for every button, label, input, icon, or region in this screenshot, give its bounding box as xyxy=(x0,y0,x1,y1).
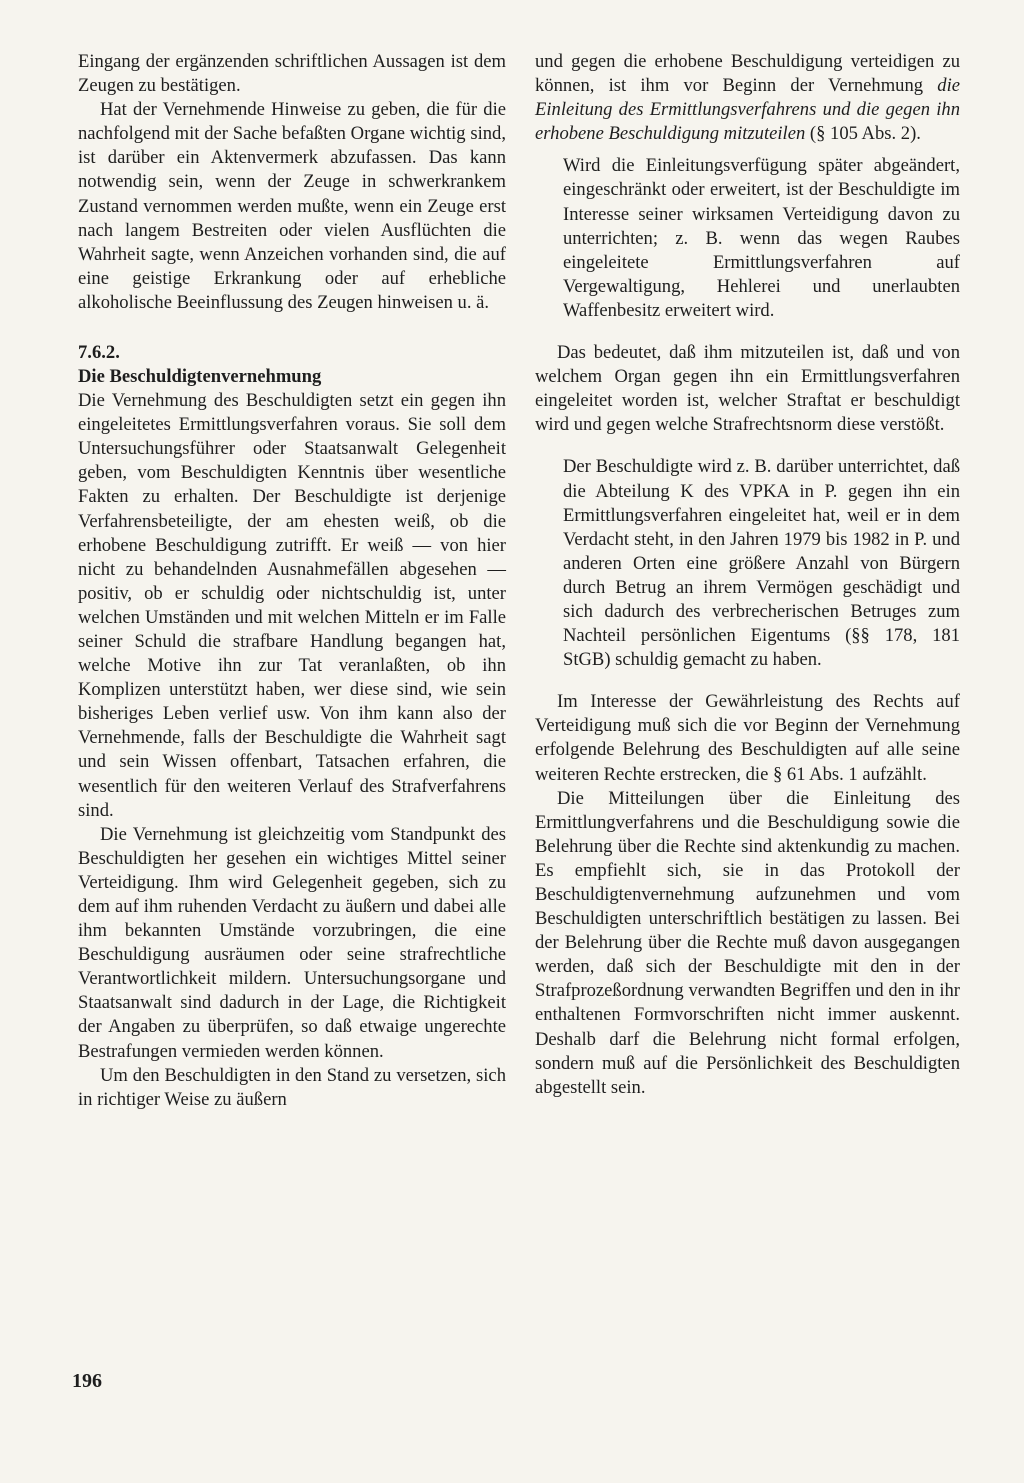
paragraph-belehrung: Im Interesse der Gewährleistung des Rechts auf Verteidigung muß sich die vor Beginn der Vernehmung erfolgende Belehrung des Beschuldigten auf alle seine weiteren Rechte erstrecken, die § 61 Abs. 1 aufzählt. xyxy=(535,691,960,785)
paragraph-aktenvermerk: Hat der Vernehmende Hinweise zu geben, die für die nachfolgend mit der Sache befaßten Organe wichtig sind, ist darüber ein Aktenvermerk abzufassen. Das kann notwendig sein, wenn der Zeuge in schwerkrankem Zustand vernommen werden mußte, wenn ein Zeuge erst nach langem Bestreiten oder vielen Ausflüchten die Wahrheit sagte, wenn Anzeichen vorhanden sind, die auf eine geistige Erkrankung oder auf erhebliche alkoholische Beeinflussung des Zeugen hinweisen u. ä. xyxy=(78,99,506,313)
paragraph-stand: Um den Beschuldigten in den Stand zu versetzen, sich in richtiger Weise zu äußern xyxy=(78,1064,506,1110)
section-title: Die Beschuldigtenvernehmung xyxy=(78,366,322,388)
left-column xyxy=(78,50,506,1112)
paragraph-vernehmung-intro: Die Vernehmung des Beschuldigten setzt ein gegen ihn eingeleitetes Ermittlungsverfahren voraus. Sie soll dem Untersuchungsführer oder Staatsanwalt Gelegenheit geben, vom Beschuldigten Kenntnis über wesentliche Fakten zu erhalten. Der Beschuldigte ist derjenige Verfahrensbeteiligte, der am ehesten weiß, ob die erhobene Beschuldigung zutrifft. Er weiß — von hier nicht zu behandelnden Ausnahmefällen abgesehen — positiv, ob er schuldig oder nichtschuldig ist, unter welchen Umständen und mit welchen Mitteln er im Falle seiner Schuld die strafbare Handlung begangen hat, welche Motive ihn zur Tat veranlaßten, ob ihn Komplizen unterstützt haben, wer diese sind, wie sein bisheriges Leben verlief usw. Von ihm kann also der Vernehmende, falls der Beschuldigte die Wahrheit sagt und sein Wissen offenbart, Tatsachen erfahren, die wesentlich für den weiteren Verlauf des Strafverfahrens sind. xyxy=(78,390,506,821)
right-column xyxy=(535,50,960,1100)
paragraph-continuation: Eingang der ergänzenden schriftlichen Aussagen ist dem Zeugen zu bestätigen. xyxy=(78,51,506,97)
paragraph-aktenkundig: Die Mitteilungen über die Einleitung des Ermittlungverfahrens und die Beschuldigung sowie die Belehrung über die Rechte sind aktenkundig zu machen. Es empfiehlt sich, sie in das Protokoll der Beschuldigtenvernehmung aufzunehmen und vom Beschuldigten unterschriftlich bestätigen zu lassen. Bei der Belehrung über die Rechte muß davon ausgegangen werden, daß sich der Beschuldigte mit den in der Strafprozeßordnung verwandten Begriffen und den in ihr enthaltenen Formvorschriften nicht immer auskennt. Deshalb darf die Belehrung nicht formal erfolgen, sondern muß auf die Persönlichkeit des Beschuldigten abgestellt sein. xyxy=(535,787,960,1098)
paragraph-mitteilung xyxy=(535,50,960,146)
mitteilung-italic: die Einleitung des Ermittlungsverfahrens und die gegen ihn erhobene Beschuldigung mitzuteilen xyxy=(535,75,960,145)
section-number: 7.6.2. xyxy=(78,342,120,364)
page-number: 196 xyxy=(72,1370,102,1392)
mitteilung-tail: (§ 105 Abs. 2). xyxy=(805,123,921,145)
paragraph-verteidigung: Die Vernehmung ist gleichzeitig vom Standpunkt des Beschuldigten her gesehen ein wichtiges Mittel seiner Verteidigung. Ihm wird Gelegenheit gegeben, sich zu dem auf ihm ruhenden Verdacht zu äußern und dabei alle ihm bekannten Umstände vorzubringen, die eine Beschuldigung ausräumen oder seine strafrechtliche Verantwortlichkeit mildern. Untersuchungsorgane und Staatsanwalt sind dadurch in der Lage, die Richtigkeit der Angaben zu überprüfen, so daß etwaige ungerechte Bestrafungen vermieden werden können. xyxy=(78,823,506,1062)
note-beispiel: Der Beschuldigte wird z. B. darüber unterrichtet, daß die Abteilung K des VPKA in P. gegen ihn ein Ermittlungsverfahren eingeleitet hat, weil er in dem Verdacht steht, in den Jahren 1979 bis 1982 in P. und anderen Orten eine größere Anzahl von Bürgern durch Betrug an ihrem Vermögen geschädigt und sich dadurch des verbrecherischen Betruges zum Nachteil persönlichen Eigentums (§§ 178, 181 StGB) schuldig gemacht zu haben. xyxy=(563,456,960,671)
mitteilung-lead: und gegen die erhobene Beschuldigung verteidigen zu können, ist ihm vor Beginn der Vernehmung xyxy=(535,51,960,97)
paragraph-bedeutung: Das bedeutet, daß ihm mitzuteilen ist, daß und von welchem Organ gegen ihn ein Ermittlungsverfahren eingeleitet worden ist, welcher Straftat er beschuldigt wird und gegen welche Strafrechtsnorm diese verstößt. xyxy=(535,342,960,436)
note-einleitungsverfuegung: Wird die Einleitungsverfügung später abgeändert, eingeschränkt oder erweitert, ist der Beschuldigte im Interesse seiner wirksamen Verteidigung davon zu unterrichten; z. B. wenn das wegen Raubes eingeleitete Ermittlungsverfahren auf Vergewaltigung, Hehlerei und unerlaubten Waffenbesitz erweitert wird. xyxy=(563,155,960,321)
